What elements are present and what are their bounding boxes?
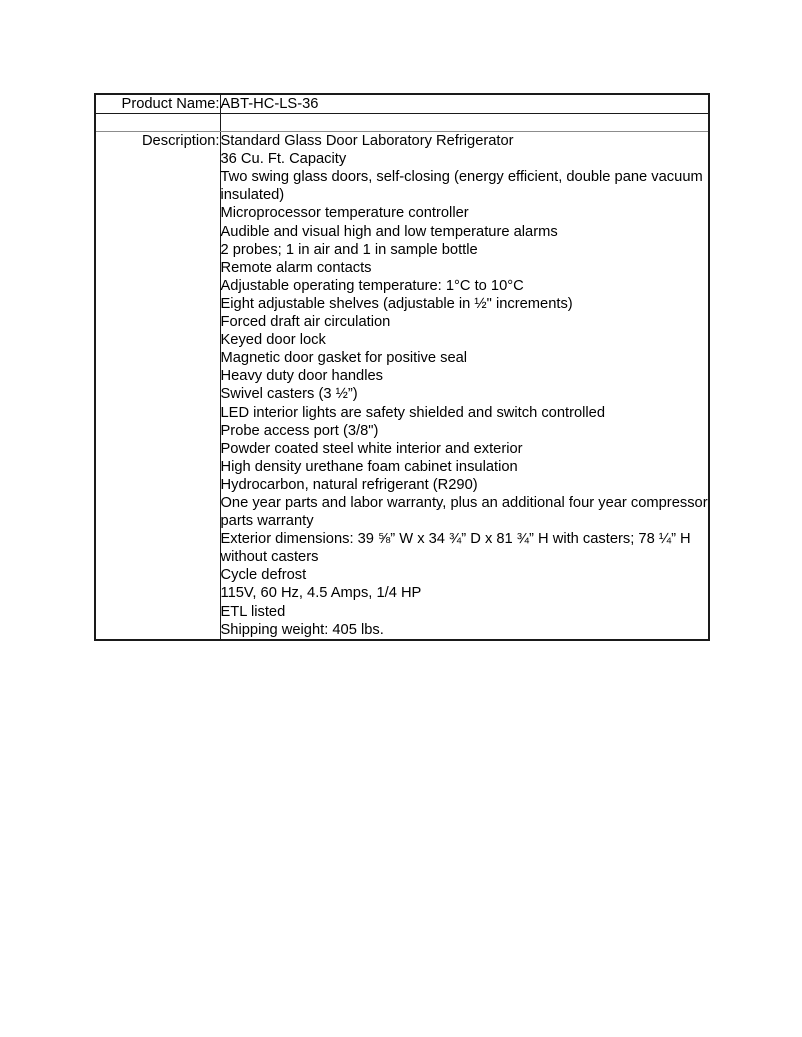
description-line: Keyed door lock — [220, 332, 326, 349]
description-line: Swivel casters (3 ½”) — [220, 386, 358, 403]
spacer-cell-left — [95, 114, 220, 132]
description-line: 115V, 60 Hz, 4.5 Amps, 1/4 HP — [220, 585, 422, 602]
description-line: Microprocessor temperature controller — [220, 205, 469, 222]
description-line: Standard Glass Door Laboratory Refrigerator — [220, 133, 514, 150]
description-line: Hydrocarbon, natural refrigerant (R290) — [220, 476, 478, 493]
description-line: Powder coated steel white interior and exterior — [220, 440, 523, 457]
product-name-label: Product Name: — [95, 94, 220, 114]
description-line: Adjustable operating temperature: 1°C to 10°C — [220, 277, 524, 294]
description-line: Audible and visual high and low temperature alarms — [220, 223, 558, 240]
description-line-list — [221, 132, 709, 639]
description-line: Cycle defrost — [220, 567, 307, 584]
table-row-spacer — [95, 114, 709, 132]
description-line: High density urethane foam cabinet insulation — [220, 458, 518, 475]
description-line: Exterior dimensions: 39 ⅝” W x 34 ¾” D x 81 ¾” H with casters; 78 ¼” H without casters — [220, 531, 691, 566]
description-label: Description: — [95, 132, 220, 640]
description-line: 36 Cu. Ft. Capacity — [220, 151, 347, 168]
table-row-product-name — [95, 94, 709, 114]
table-row-description — [95, 132, 709, 640]
description-line: Probe access port (3/8") — [220, 422, 379, 439]
description-line: Remote alarm contacts — [220, 259, 372, 276]
description-value — [220, 132, 709, 640]
description-line: Two swing glass doors, self-closing (energy efficient, double pane vacuum insulated) — [220, 169, 703, 204]
description-line: Magnetic door gasket for positive seal — [220, 350, 468, 367]
description-line: ETL listed — [220, 603, 286, 620]
description-line: Shipping weight: 405 lbs. — [220, 621, 384, 638]
product-name-value: ABT-HC-LS-36 — [220, 94, 709, 114]
description-line: One year parts and labor warranty, plus an additional four year compressor parts warranty — [220, 494, 708, 530]
description-line: Heavy duty door handles — [220, 368, 383, 385]
description-line: 2 probes; 1 in air and 1 in sample bottle — [220, 241, 478, 258]
description-line: Eight adjustable shelves (adjustable in ½" increments) — [220, 295, 573, 312]
description-line: LED interior lights are safety shielded and switch controlled — [220, 404, 606, 421]
description-line: Forced draft air circulation — [220, 314, 391, 331]
spacer-cell-right — [220, 114, 709, 132]
product-spec-table — [94, 93, 710, 641]
